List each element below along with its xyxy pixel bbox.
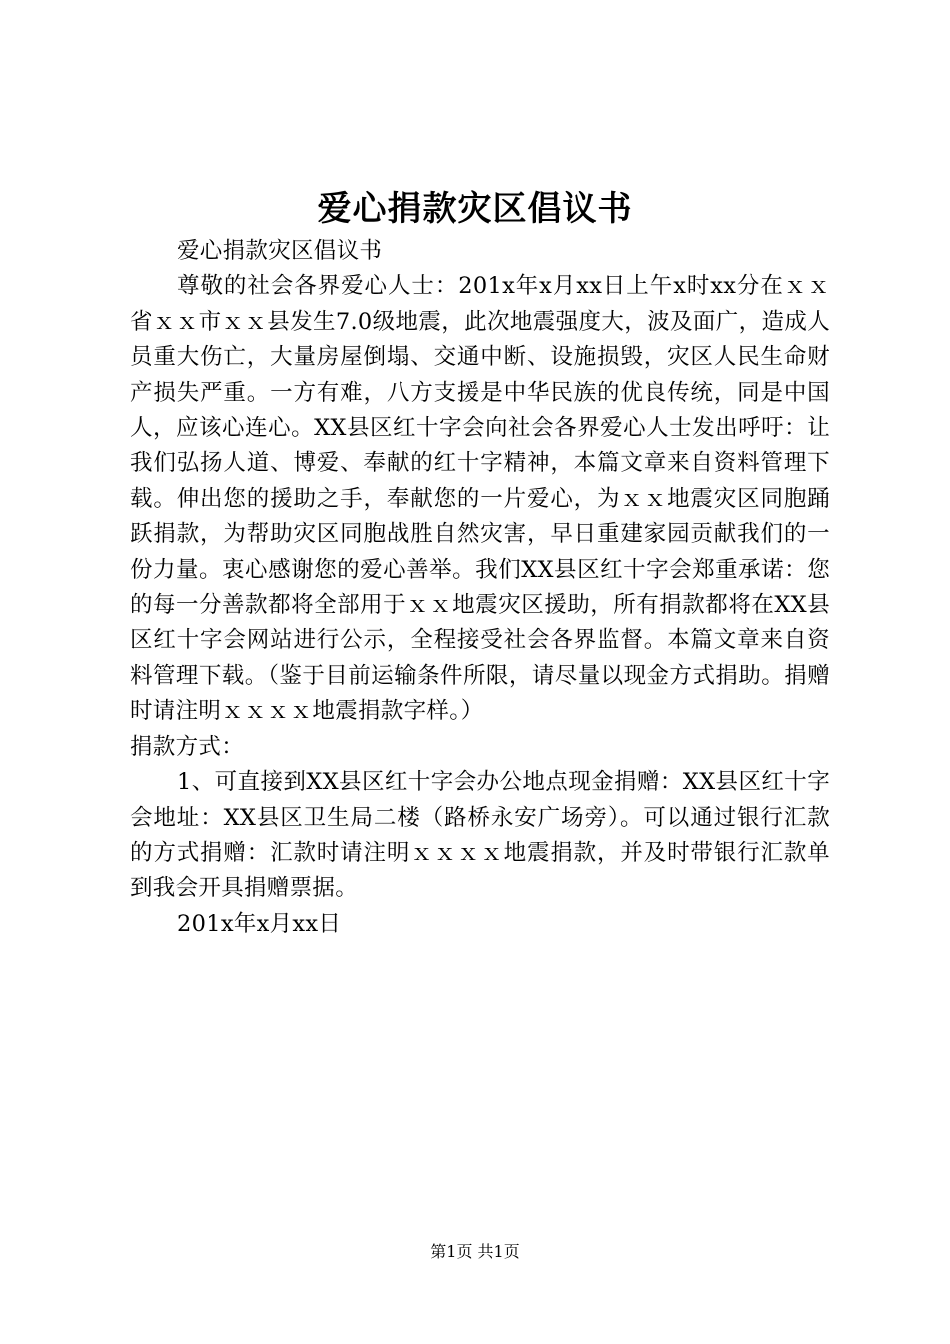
document-title: 爱心捐款灾区倡议书 [317,189,633,229]
donation-methods-heading: 捐款方式： [130,733,245,760]
document-date: 201x年x月xx日 [177,910,342,937]
appeal-paragraph: 尊敬的社会各界爱心人士：201x年x月xx日上午x时xx分在ｘｘ省ｘｘ市ｘｘ县发生7.0级地震，此次地震强度大，波及面广，造成人员重大伤亡，大量房屋倒塌、交通中断、设施损毁，灾区人民生命财产损失严重。一方有难，八方支援是中华民族的优良传统，同是中国人，应该心连心。XX县区红十字会向社会各界爱心人士发出呼吁：让我们弘扬人道、博爱、奉献的红十字精神，本篇文章来自资料管理下载。伸出您的援助之手，奉献您的一片爱心，为ｘｘ地震灾区同胞踊跃捐款，为帮助灾区同胞战胜自然灾害，早日重建家园贡献我们的一份力量。衷心感谢您的爱心善举。我们XX县区红十字会郑重承诺：您的每一分善款都将全部用于ｘｘ地震灾区援助，所有捐款都将在XX县区红十字会网站进行公示，全程接受社会各界监督。本篇文章来自资料管理下载。（鉴于目前运输条件所限，请尽量以现金方式捐助。捐赠时请注明ｘｘｘｘ地震捐款字样。） [130,273,830,725]
subtitle-paragraph: 爱心捐款灾区倡议书 [177,238,383,264]
donation-method-item: 1、可直接到XX县区红十字会办公地点现金捐赠：XX县区红十字会地址：XX县区卫生局二楼（路桥永安广场旁）。可以通过银行汇款的方式捐赠：汇款时请注明ｘｘｘｘ地震捐款，并及时带银行汇款单到我会开具捐赠票据。 [130,769,830,902]
document-body [130,234,830,942]
page-number-footer: 第1页 共1页 [430,1242,520,1261]
